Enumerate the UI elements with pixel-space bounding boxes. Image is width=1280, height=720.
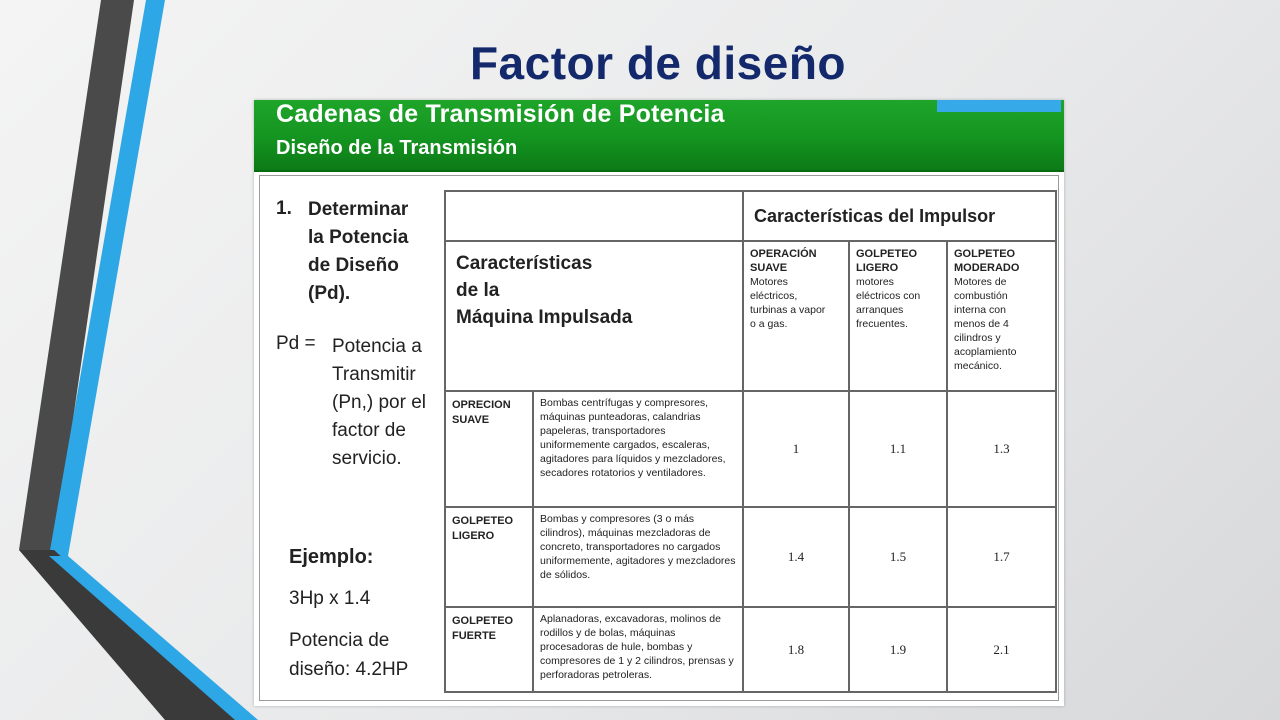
example-heading: Ejemplo: <box>289 546 374 568</box>
pd-line: factor de <box>332 420 406 441</box>
blue-tab <box>937 100 1061 112</box>
factor-value: 1.4 <box>743 507 849 607</box>
row-description: Bombas centrífugas y compresores, máquinas punteadoras, calandrias papeleras, transportadores uniformemente cargados, escaleras, agitadores para líquidos y mezcladores, secadores rotatorios y ventiladores. <box>533 391 743 507</box>
maquina-header-line: Características <box>456 253 593 274</box>
driver-desc: mecánico. <box>954 360 1002 372</box>
maquina-header-line: de la <box>456 280 500 301</box>
slide-title: Factor de diseño <box>469 37 847 89</box>
factor-value: 1.7 <box>947 507 1056 607</box>
driver-desc: cilindros y <box>954 332 1001 344</box>
row-label <box>445 391 533 507</box>
row-label-line: GOLPETEO <box>452 615 514 627</box>
pd-line: (Pn,) por el <box>332 392 426 413</box>
driver-desc: menos de 4 <box>954 318 1009 330</box>
driver-desc: interna con <box>954 304 1006 316</box>
example-calculation: 3Hp x 1.4 <box>289 588 371 609</box>
step-line: de Diseño <box>308 255 399 276</box>
driver-column-ligero <box>849 241 947 391</box>
pd-label: Pd = <box>276 333 316 354</box>
driver-title: SUAVE <box>750 262 788 274</box>
impulsor-header: Características del Impulsor <box>743 191 1056 241</box>
factor-value: 2.1 <box>947 607 1056 692</box>
row-label <box>445 507 533 607</box>
step-text <box>308 196 438 308</box>
driver-column-suave <box>743 241 849 391</box>
row-label-line: GOLPETEO <box>452 515 514 527</box>
driver-desc: frecuentes. <box>856 318 908 330</box>
driver-desc: arranques <box>856 304 904 316</box>
band-subtitle: Diseño de la Transmisión <box>276 137 518 159</box>
factor-value: 1 <box>743 391 849 507</box>
decorative-stripes <box>0 0 280 720</box>
driver-title: LIGERO <box>856 262 899 274</box>
factor-value: 1.3 <box>947 391 1056 507</box>
table-row <box>445 391 1056 507</box>
row-description: Aplanadoras, excavadoras, molinos de rodillos y de bolas, máquinas procesadoras de hule, bombas y compresores de 1 y 2 cilindros, prensas y perforadoras petroleras. <box>533 607 743 692</box>
embedded-image-panel <box>254 100 1064 706</box>
row-label-line: SUAVE <box>452 414 490 426</box>
driver-columns-row <box>445 241 1056 391</box>
driver-column-moderado <box>947 241 1056 391</box>
driver-desc: eléctricos con <box>856 290 921 302</box>
factor-value: 1.5 <box>849 507 947 607</box>
driver-desc: eléctricos, <box>750 290 798 302</box>
driver-desc: turbinas a vapor <box>750 304 826 316</box>
driver-desc: Motores de <box>954 276 1007 288</box>
example-result-line: Potencia de <box>289 630 390 651</box>
step-number: 1. <box>276 198 292 219</box>
table-row <box>445 507 1056 607</box>
row-label <box>445 607 533 692</box>
service-factor-table <box>444 190 1057 693</box>
factor-value: 1.1 <box>849 391 947 507</box>
green-header-band <box>254 100 1064 172</box>
step-line: Determinar <box>308 199 409 220</box>
maquina-header <box>445 241 743 391</box>
empty-corner-cell <box>445 191 743 241</box>
pd-line: Transmitir <box>332 364 416 385</box>
example-result-line: diseño: 4.2HP <box>289 659 409 680</box>
row-label-line: LIGERO <box>452 530 495 542</box>
driver-title: OPERACIÓN <box>750 248 817 260</box>
pd-line: servicio. <box>332 448 402 469</box>
row-label-line: FUERTE <box>452 630 496 642</box>
example-result <box>289 626 439 684</box>
driver-desc: acoplamiento <box>954 346 1017 358</box>
factor-value: 1.9 <box>849 607 947 692</box>
step-line: la Potencia <box>308 227 409 248</box>
driver-desc: motores <box>856 276 894 288</box>
factor-value: 1.8 <box>743 607 849 692</box>
table-header-row <box>445 191 1056 241</box>
maquina-header-line: Máquina Impulsada <box>456 307 633 328</box>
step-line: (Pd). <box>308 283 351 304</box>
band-title: Cadenas de Transmisión de Potencia <box>276 100 725 128</box>
row-label-line: OPRECION <box>452 399 511 411</box>
driver-desc: combustión <box>954 290 1008 302</box>
table-row <box>445 607 1056 692</box>
driver-desc: Motores <box>750 276 788 288</box>
driver-desc: o a gas. <box>750 318 788 330</box>
driver-title: GOLPETEO <box>954 248 1016 260</box>
pd-definition <box>308 333 448 473</box>
pd-line: Potencia a <box>332 336 422 357</box>
row-description: Bombas y compresores (3 o más cilindros), máquinas mezcladoras de concreto, transportadores no cargados uniformemente, agitadores y mezcladores de sólidos. <box>533 507 743 607</box>
driver-title: GOLPETEO <box>856 248 918 260</box>
driver-title: MODERADO <box>954 262 1020 274</box>
